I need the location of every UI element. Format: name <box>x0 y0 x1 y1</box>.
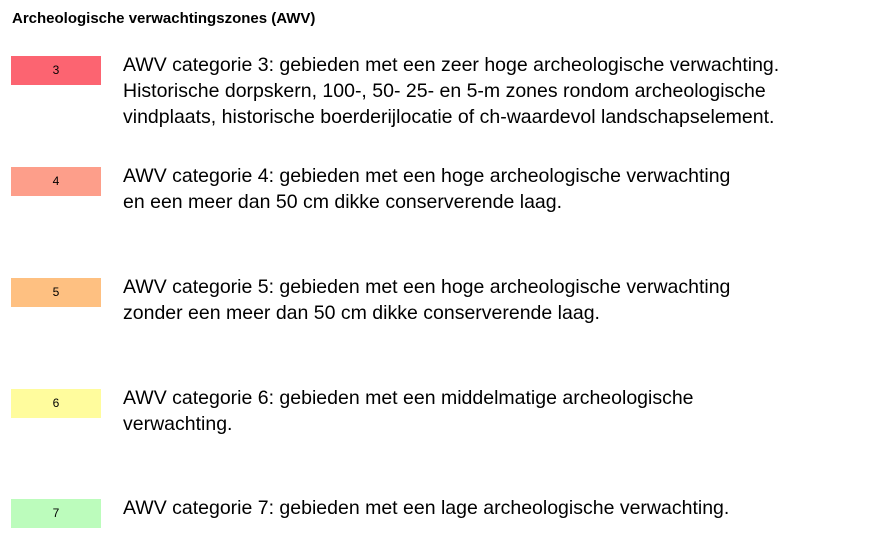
awv-6-description: AWV categorie 6: gebieden met een middelmatige archeologische verwachting. <box>123 387 694 435</box>
awv-4-description: AWV categorie 4: gebieden met een hoge archeologische verwachting en een meer dan 50 cm dikke conserverende laag. <box>123 165 731 213</box>
awv-5-swatch: 5 <box>11 278 101 307</box>
awv-6-swatch: 6 <box>11 389 101 418</box>
awv-4-swatch: 4 <box>11 167 101 196</box>
awv-3-swatch: 3 <box>11 56 101 85</box>
awv-7-description: AWV categorie 7: gebieden met een lage archeologische verwachting. <box>123 497 730 519</box>
awv-5-description: AWV categorie 5: gebieden met een hoge archeologische verwachting zonder een meer dan 50 cm dikke conserverende laag. <box>123 276 731 324</box>
awv-7-swatch: 7 <box>11 499 101 528</box>
legend-title: Archeologische verwachtingszones (AWV) <box>12 10 316 27</box>
awv-3-description: AWV categorie 3: gebieden met een zeer hoge archeologische verwachting. Historische dorpskern, 100-, 50- 25- en 5-m zones rondom archeologische vindplaats, historische boerderijlocatie of ch-waardevol landschapselement. <box>123 54 780 128</box>
